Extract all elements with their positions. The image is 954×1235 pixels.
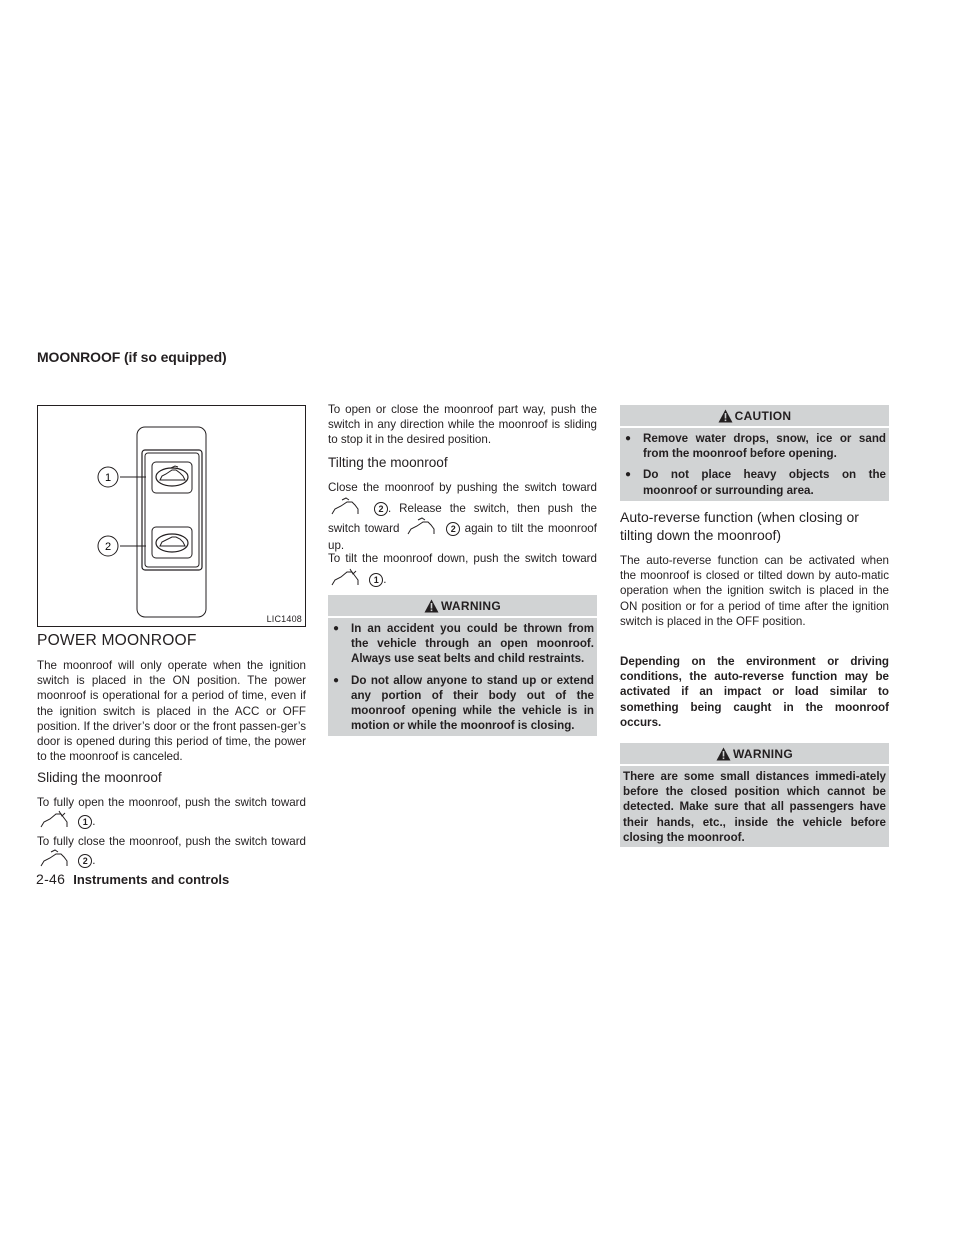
warning-item: ● Do not allow anyone to stand up or extend any portion of their body out of the moonroof opening while the vehicle is in motion or while the moonroof is closing. (333, 673, 594, 733)
close-text: To fully close the moonroof, push the switch toward (37, 835, 306, 848)
figure-code: LIC1408 (266, 614, 302, 624)
switch-slide-back-icon (330, 568, 360, 588)
step-2-marker: 2 (446, 522, 460, 536)
callout-1: 1 (104, 472, 112, 484)
tilt-down-instruction: To tilt the moonroof down, push the switch toward 1 . (328, 552, 597, 586)
warning-title: WARNING (440, 599, 502, 613)
step-1-marker: 1 (369, 573, 383, 587)
auto-reverse-text: The auto-reverse function can be activated when the moonroof is closed or tilted down by auto-matic operation when the ignition switch is placed in the ON position or for a period of time after the ignition switch is placed in the OFF position. (620, 554, 889, 628)
step-2-marker: 2 (374, 502, 388, 516)
switch-slide-forward-icon (39, 849, 69, 869)
step-2-marker: 2 (78, 854, 92, 868)
warning-box-closing (620, 743, 889, 847)
warning-item: ● In an accident you could be thrown from the vehicle through an open moonroof. Always use seat belts and child restraints. (333, 622, 594, 666)
page-footer (36, 871, 229, 887)
warning-triangle-icon (716, 747, 731, 761)
callout-2: 2 (104, 541, 112, 553)
warning-closing-text: There are some small distances immedi-ately before the closed position which cannot be detected. Make sure that all passengers have their hands, etc., inside the vehicle before closing the moonroof. (623, 770, 886, 844)
switch-slide-forward-icon (406, 517, 436, 537)
warning-box-accident (328, 595, 597, 736)
moonroof-switch-figure (37, 405, 306, 627)
step-1-marker: 1 (78, 815, 92, 829)
moonroof-switch-illustration (38, 406, 305, 626)
chapter-title: Instruments and controls (73, 872, 230, 887)
partway-text: To open or close the moonroof part way, push the switch in any direction while the moonroof is sliding to stop it in the desired position. (328, 403, 597, 447)
warning-triangle-icon (424, 599, 439, 613)
warning-title: WARNING (732, 747, 794, 761)
switch-slide-forward-icon (330, 497, 360, 517)
power-moonroof-heading: POWER MOONROOF (37, 632, 197, 649)
tilting-heading: Tilting the moonroof (328, 455, 448, 470)
caution-box (620, 405, 889, 501)
close-instruction: To fully close the moonroof, push the switch toward 2 . (37, 835, 306, 868)
caution-item: ● Do not place heavy objects on the moonroof or surrounding area. (625, 468, 886, 497)
auto-reverse-bold-text: Depending on the environment or driving conditions, the auto-reverse function may be activated if an impact or load similar to something being caught in the moonroof occurs. (620, 655, 889, 729)
switch-slide-back-icon (39, 810, 69, 830)
page-number: 2-46 (36, 871, 66, 887)
tilt-instruction: Close the moonroof by pushing the switch toward 2 . Release the switch, then push the switch toward 2 again to tilt the moonroof up. (328, 481, 597, 552)
open-text: To fully open the moonroof, push the switch toward (37, 796, 306, 809)
caution-header (620, 405, 889, 428)
warning-header (328, 595, 597, 618)
caution-title: CAUTION (734, 409, 792, 423)
caution-item: ● Remove water drops, snow, ice or sand from the moonroof before opening. (625, 432, 886, 461)
open-instruction: To fully open the moonroof, push the switch toward 1 . (37, 796, 306, 829)
sliding-heading: Sliding the moonroof (37, 770, 162, 785)
warning-header (620, 743, 889, 766)
section-title: MOONROOF (if so equipped) (37, 349, 227, 365)
power-moonroof-text: The moonroof will only operate when the ignition switch is placed in the ON position. The power moonroof is operational for a period of time, even if the ignition switch is placed in the ACC or OFF position. If the driver’s door or the front passen-ger’s door is opened during this period of time, the power to the moonroof is canceled. (37, 659, 306, 764)
caution-triangle-icon (718, 409, 733, 423)
auto-reverse-heading: Auto-reverse function (when closing or tilting down the moonroof) (620, 509, 859, 543)
